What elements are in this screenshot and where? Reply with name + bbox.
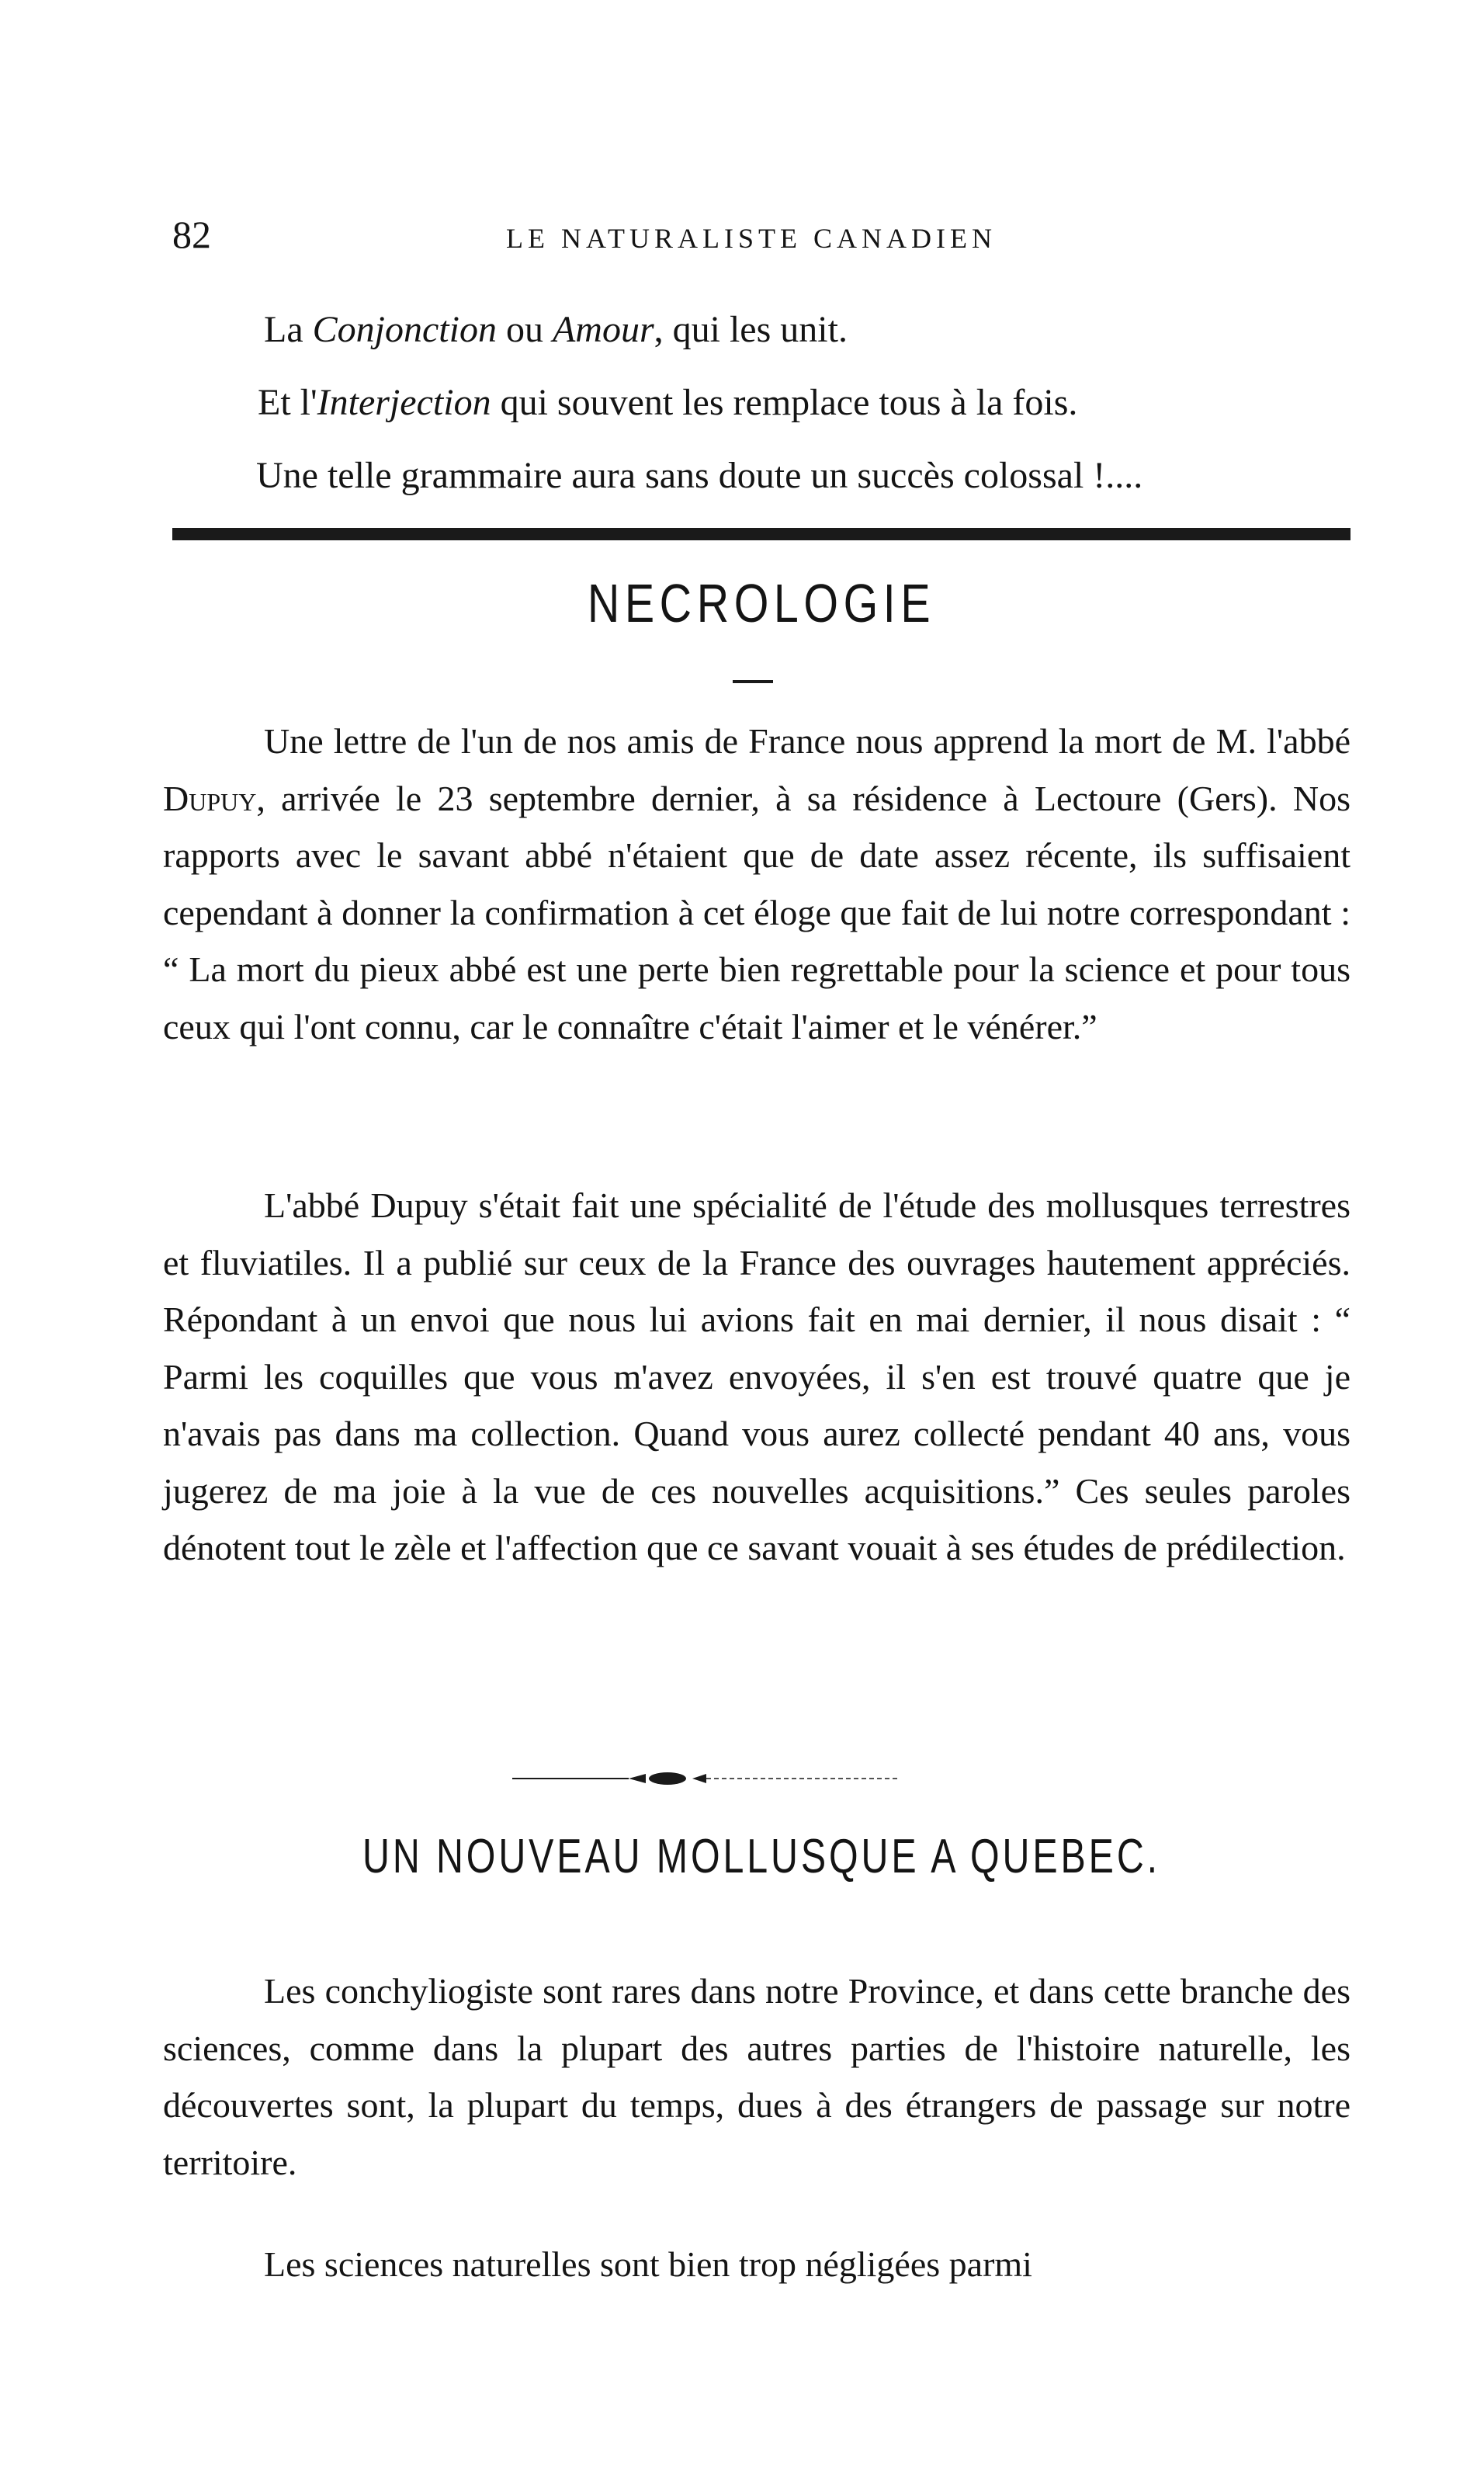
section-title-necrologie: NECROLOGIE bbox=[587, 573, 936, 633]
paragraph-text: Les conchyliogiste sont rares dans notre Province, et dans cette branche des sciences, comme dans la plupart des autres parties de l'histoire naturelle, les découvertes sont, la plupart du temps, dues à des étrangers de passage sur notre territoire. bbox=[163, 1971, 1351, 2182]
verse-italic: Amour bbox=[552, 309, 654, 350]
verse-italic: Interjection bbox=[317, 382, 491, 423]
verse-block bbox=[256, 293, 1351, 512]
verse-text: La bbox=[264, 309, 313, 350]
mollusque-paragraph-2 bbox=[163, 2236, 1351, 2293]
paragraph-text: Une lettre de l'un de nos amis de France nous apprend la mort de M. l'abbé bbox=[264, 721, 1351, 761]
running-title: LE NATURALISTE CANADIEN bbox=[506, 223, 997, 254]
name-small-caps: Dupuy bbox=[163, 778, 257, 818]
verse-line: Une telle grammaire aura sans doute un succès colossal !.... bbox=[256, 455, 1143, 496]
verse-text: ou bbox=[496, 309, 553, 350]
section-title-mollusque: UN NOUVEAU MOLLUSQUE A QUEBEC. bbox=[362, 1830, 1160, 1883]
ornament-divider bbox=[512, 1767, 900, 1790]
verse-text: qui souvent les remplace tous à la fois. bbox=[491, 382, 1078, 423]
mollusque-paragraph-1 bbox=[163, 1963, 1351, 2191]
verse-text: Et l' bbox=[258, 382, 317, 423]
page-number: 82 bbox=[172, 213, 211, 256]
paragraph-text: Les sciences naturelles sont bien trop négligées parmi bbox=[264, 2244, 1032, 2284]
verse-text: , qui les unit. bbox=[654, 309, 848, 350]
necrologie-paragraph-2 bbox=[163, 1177, 1351, 1577]
paragraph-text: , arrivée le 23 septembre dernier, à sa résidence à Lectoure (Gers). Nos rapports avec le savant abbé n'étaient que de date assez récente, ils suffisaient cependant à donner la confirmation à cet éloge que fait de lui notre correspondant : “ La mort du pieux abbé est une perte bien regrettable pour la science et pour tous ceux qui l'ont connu, car le connaître c'était l'aimer et le vénérer.” bbox=[163, 778, 1351, 1046]
title-dash bbox=[733, 680, 773, 683]
verse-line bbox=[264, 293, 1351, 366]
page-header bbox=[172, 211, 1344, 266]
section-divider-rule bbox=[172, 528, 1351, 540]
verse-italic: Conjonction bbox=[312, 309, 497, 350]
paragraph-text: L'abbé Dupuy s'était fait une spécialité de l'étude des mollusques terrestres et fluviatiles. Il a publié sur ceux de la France des ouvrages hautement appréciés. Répondant à un envoi que nous lui avions fait en mai dernier, il nous disait : “ Parmi les coquilles que vous m'avez envoyées, il s'en est trouvé quatre que je n'avais pas dans ma collection. Quand vous aurez collecté pendant 40 ans, vous jugerez de ma joie à la vue de ces nouvelles acquisitions.” Ces seules paroles dénotent tout le zèle et l'affection que ce savant vouait à ses études de prédilection. bbox=[163, 1185, 1351, 1567]
necrologie-paragraph-1 bbox=[163, 713, 1351, 1055]
verse-line bbox=[258, 366, 1351, 439]
